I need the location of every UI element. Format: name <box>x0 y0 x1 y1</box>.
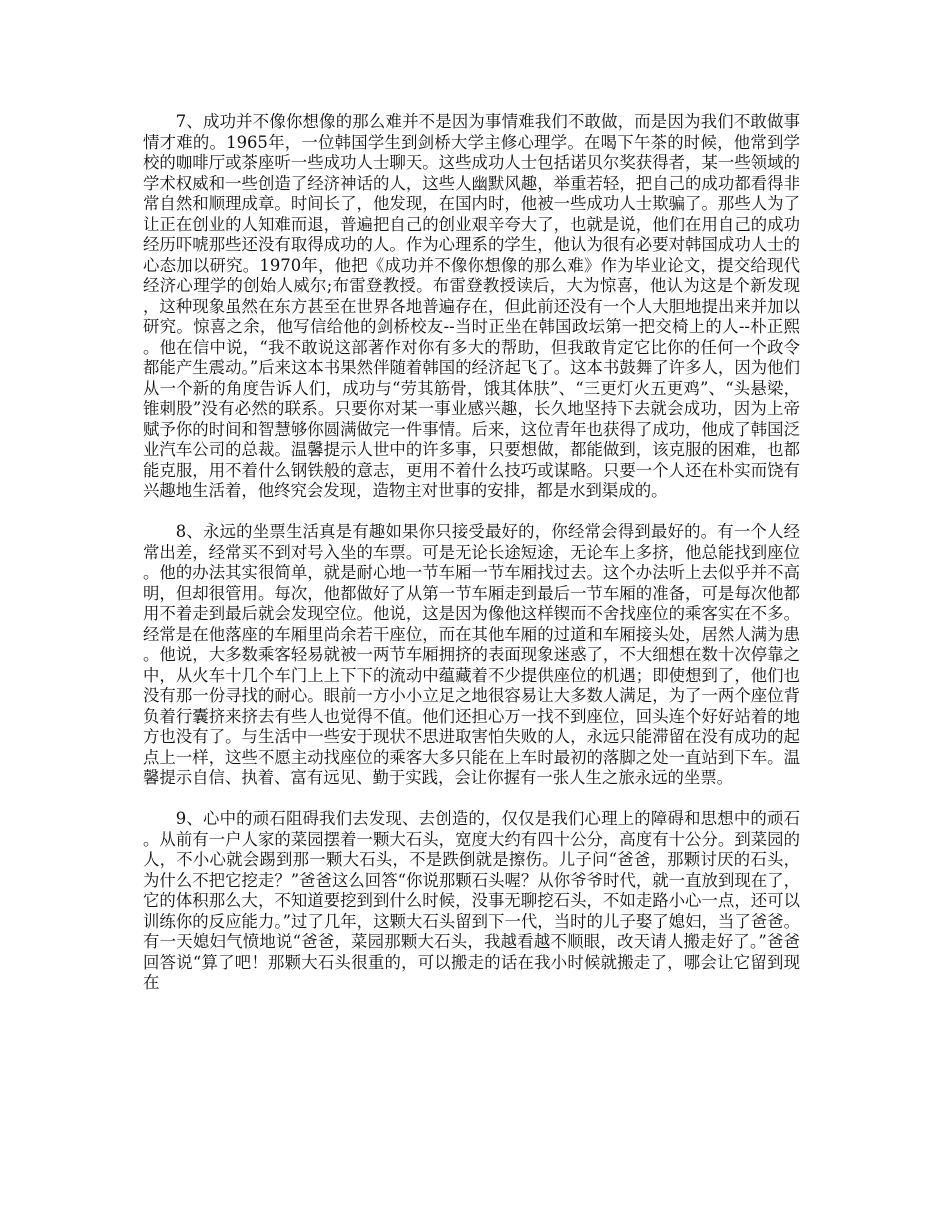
document-page <box>143 112 800 994</box>
paragraph-8: 8、永远的坐票生活真是有趣如果你只接受最好的，你经常会得到最好的。有一个人经常出差，经常买不到对号入坐的车票。可是无论长途短途，无论车上多挤，他总能找到座位。他的办法其实很简单，就是耐心地一节车厢一节车厢找过去。这个办法听上去似乎并不高明，但却很管用。每次，他都做好了从第一节车厢走到最后一节车厢的准备，可是每次他都用不着走到最后就会发现空位。他说，这是因为像他这样锲而不舍找座位的乘客实在不多。经常是在他落座的车厢里尚余若干座位，而在其他车厢的过道和车厢接头处，居然人满为患。他说，大多数乘客轻易就被一两节车厢拥挤的表面现象迷惑了，不大细想在数十次停靠之中，从火车十几个车门上上下下的流动中蕴藏着不少提供座位的机遇；即使想到了，他们也没有那一份寻找的耐心。眼前一方小小立足之地很容易让大多数人满足，为了一两个座位背负着行囊挤来挤去有些人也觉得不值。他们还担心万一找不到座位，回头连个好好站着的地方也没有了。与生活中一些安于现状不思进取害怕失败的人，永远只能滞留在没有成功的起点上一样，这些不愿主动找座位的乘客大多只能在上车时最初的落脚之处一直站到下车。温馨提示自信、执着、富有远见、勤于实践，会让你握有一张人生之旅永远的坐票。 <box>143 522 800 787</box>
paragraph-9: 9、心中的顽石阻碍我们去发现、去创造的，仅仅是我们心理上的障碍和思想中的顽石。从前有一户人家的菜园摆着一颗大石头，宽度大约有四十公分，高度有十公分。到菜园的人，不小心就会踢到那一颗大石头，不是跌倒就是擦伤。儿子问“爸爸，那颗讨厌的石头，为什么不把它挖走？”爸爸这么回答“你说那颗石头喔？从你爷爷时代，就一直放到现在了，它的体积那么大，不知道要挖到到什么时候，没事无聊挖石头，不如走路小心一点，还可以训练你的反应能力。”过了几年，这颗大石头留到下一代，当时的儿子娶了媳妇，当了爸爸。有一天媳妇气愤地说“爸爸，菜园那颗大石头，我越看越不顺眼，改天请人搬走好了。”爸爸回答说“算了吧！那颗大石头很重的，可以搬走的话在我小时候就搬走了，哪会让它留到现在 <box>143 809 800 992</box>
paragraph-7: 7、成功并不像你想像的那么难并不是因为事情难我们不敢做，而是因为我们不敢做事情才难的。1965年，一位韩国学生到剑桥大学主修心理学。在喝下午茶的时候，他常到学校的咖啡厅或茶座听一些成功人士聊天。这些成功人士包括诺贝尔奖获得者，某一些领域的学术权威和一些创造了经济神话的人，这些人幽默风趣，举重若轻，把自己的成功都看得非常自然和顺理成章。时间长了，他发现，在国内时，他被一些成功人士欺骗了。那些人为了让正在创业的人知难而退，普遍把自己的创业艰辛夸大了，也就是说，他们在用自己的成功经历吓唬那些还没有取得成功的人。作为心理系的学生，他认为很有必要对韩国成功人士的心态加以研究。1970年，他把《成功并不像你想像的那么难》作为毕业论文，提交给现代经济心理学的创始人威尔;布雷登教授。布雷登教授读后，大为惊喜，他认为这是个新发现，这种现象虽然在东方甚至在世界各地普遍存在，但此前还没有一个人大胆地提出来并加以研究。惊喜之余，他写信给他的剑桥校友--当时正坐在韩国政坛第一把交椅上的人--朴正熙。他在信中说，“我不敢说这部著作对你有多大的帮助，但我敢肯定它比你的任何一个政令都能产生震动。”后来这本书果然伴随着韩国的经济起飞了。这本书鼓舞了许多人，因为他们从一个新的角度告诉人们，成功与“劳其筋骨，饿其体肤”、“三更灯火五更鸡”、“头悬梁，锥刺股”没有必然的联系。只要你对某一事业感兴趣，长久地坚持下去就会成功，因为上帝赋予你的时间和智慧够你圆满做完一件事情。后来，这位青年也获得了成功，他成了韩国泛业汽车公司的总裁。温馨提示人世中的许多事，只要想做，都能做到，该克服的困难，也都能克服，用不着什么钢铁般的意志，更用不着什么技巧或谋略。只要一个人还在朴实而饶有兴趣地生活着，他终究会发现，造物主对世事的安排，都是水到渠成的。 <box>143 112 800 500</box>
